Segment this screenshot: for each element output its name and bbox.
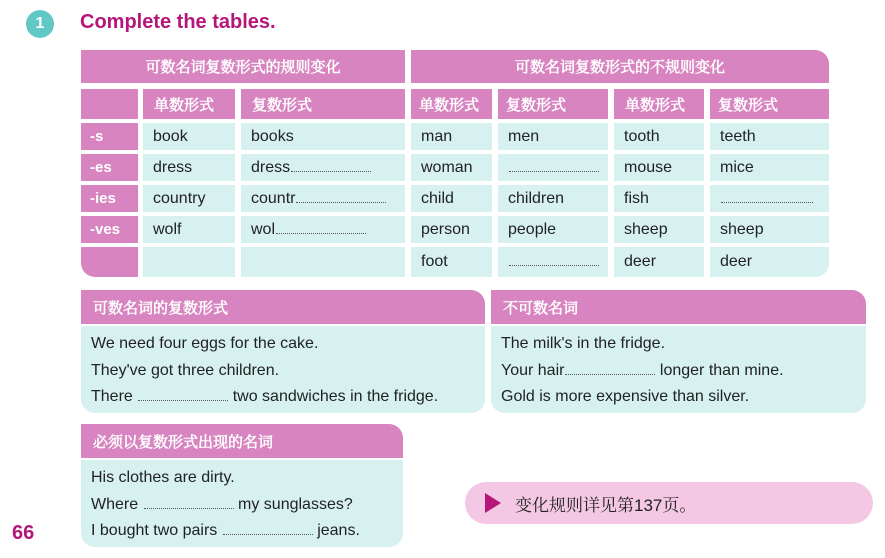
table-cell-irregular-plural: mice xyxy=(710,154,829,181)
table-cell-singular: dress xyxy=(143,154,235,181)
table-cell-irregular-singular: deer xyxy=(614,247,704,277)
blank-line xyxy=(509,164,599,172)
col-header-irregular-plural-2: 复数形式 xyxy=(710,89,829,119)
note-text: 变化规则详见第137页。 xyxy=(515,495,697,515)
sentence-start: I bought two pairs xyxy=(91,522,218,539)
table-cell-irregular-singular: person xyxy=(411,216,492,243)
table-cell-irregular-singular: woman xyxy=(411,154,492,181)
table-cell-irregular-plural-blank[interactable] xyxy=(710,185,829,212)
blank-line xyxy=(223,527,313,535)
blank-line xyxy=(296,195,386,203)
table-cell-plural: books xyxy=(241,123,405,150)
example-sentence-blank[interactable] xyxy=(91,384,475,411)
table-cell-empty xyxy=(241,247,405,277)
table-cell-irregular-singular: tooth xyxy=(614,123,704,150)
sentence-end: longer than mine. xyxy=(659,361,784,379)
plural-only-box xyxy=(81,460,403,547)
table-cell-irregular-plural-blank[interactable] xyxy=(498,154,608,181)
col-header-irregular-plural-1: 复数形式 xyxy=(498,89,608,119)
table-cell-irregular-singular: mouse xyxy=(614,154,704,181)
table-cell-plural-blank[interactable] xyxy=(241,216,405,243)
blank-line xyxy=(138,393,228,401)
example-sentence-blank[interactable] xyxy=(91,518,393,545)
page-number: 66 xyxy=(12,522,35,544)
rule-label: -ves xyxy=(81,216,138,243)
example-sentence: We need four eggs for the cake. xyxy=(91,335,319,352)
example-sentence: They've got three children. xyxy=(91,361,280,379)
col-header-irregular-singular-2: 单数形式 xyxy=(614,89,704,119)
col-header-singular: 单数形式 xyxy=(143,89,235,119)
table-cell-irregular-plural-blank[interactable] xyxy=(498,247,608,277)
sentence-start: Your hair xyxy=(501,361,565,379)
uncountable-box xyxy=(491,326,866,413)
blank-line xyxy=(721,195,813,203)
sentence-start: There xyxy=(91,388,133,405)
rule-header-blank xyxy=(81,89,138,119)
countable-plural-box xyxy=(81,326,485,413)
table-cell-irregular-plural: people xyxy=(498,216,608,243)
table-cell-irregular-singular: child xyxy=(411,185,492,212)
header-irregular-plurals: 可数名词复数形式的不规则变化 xyxy=(411,50,829,83)
table-cell-irregular-plural: men xyxy=(498,123,608,150)
blank-line xyxy=(144,501,234,509)
table-cell-irregular-plural: deer xyxy=(710,247,829,277)
plural-only-header: 必须以复数形式出现的名词 xyxy=(81,424,403,458)
table-cell-irregular-singular: foot xyxy=(411,247,492,277)
word-stem: wol xyxy=(251,220,276,238)
rule-label: -es xyxy=(81,154,138,181)
example-sentence-blank[interactable] xyxy=(501,358,856,385)
exercise-instruction: Complete the tables. xyxy=(80,11,276,33)
sentence-start: Where xyxy=(91,495,139,513)
word-stem: countr xyxy=(251,189,296,207)
blank-line xyxy=(276,226,366,234)
sentence-end: jeans. xyxy=(317,522,360,539)
table-cell-irregular-singular: man xyxy=(411,123,492,150)
play-arrow-icon xyxy=(485,493,501,513)
example-sentence: Gold is more expensive than silver. xyxy=(501,388,750,405)
table-cell-irregular-singular: fish xyxy=(614,185,704,212)
table-cell-plural-blank[interactable] xyxy=(241,154,405,181)
table-cell-irregular-singular: sheep xyxy=(614,216,704,243)
col-header-irregular-singular-1: 单数形式 xyxy=(411,89,492,119)
example-sentence: His clothes are dirty. xyxy=(91,469,235,486)
example-sentence: The milk's in the fridge. xyxy=(501,335,666,352)
table-cell-singular: wolf xyxy=(143,216,235,243)
table-cell-singular: country xyxy=(143,185,235,212)
header-regular-plurals: 可数名词复数形式的规则变化 xyxy=(81,50,405,83)
blank-line xyxy=(509,258,599,266)
example-sentence-blank[interactable] xyxy=(91,492,393,519)
exercise-number-badge: 1 xyxy=(26,10,54,38)
sentence-end: my sunglasses? xyxy=(238,495,353,513)
grammar-reference-note xyxy=(465,482,873,524)
uncountable-header: 不可数名词 xyxy=(491,290,866,324)
rule-label-empty xyxy=(81,247,138,277)
table-cell-plural-blank[interactable] xyxy=(241,185,405,212)
col-header-plural: 复数形式 xyxy=(241,89,405,119)
blank-line xyxy=(565,367,655,375)
table-cell-irregular-plural: teeth xyxy=(710,123,829,150)
blank-line xyxy=(291,164,371,172)
sentence-end: two sandwiches in the fridge. xyxy=(232,388,439,405)
table-cell-singular: book xyxy=(143,123,235,150)
word-stem: dress xyxy=(251,158,291,176)
rule-label: -s xyxy=(81,123,138,150)
table-cell-empty xyxy=(143,247,235,277)
table-cell-irregular-plural: sheep xyxy=(710,216,829,243)
table-cell-irregular-plural: children xyxy=(498,185,608,212)
countable-plural-header: 可数名词的复数形式 xyxy=(81,290,485,324)
rule-label: -ies xyxy=(81,185,138,212)
